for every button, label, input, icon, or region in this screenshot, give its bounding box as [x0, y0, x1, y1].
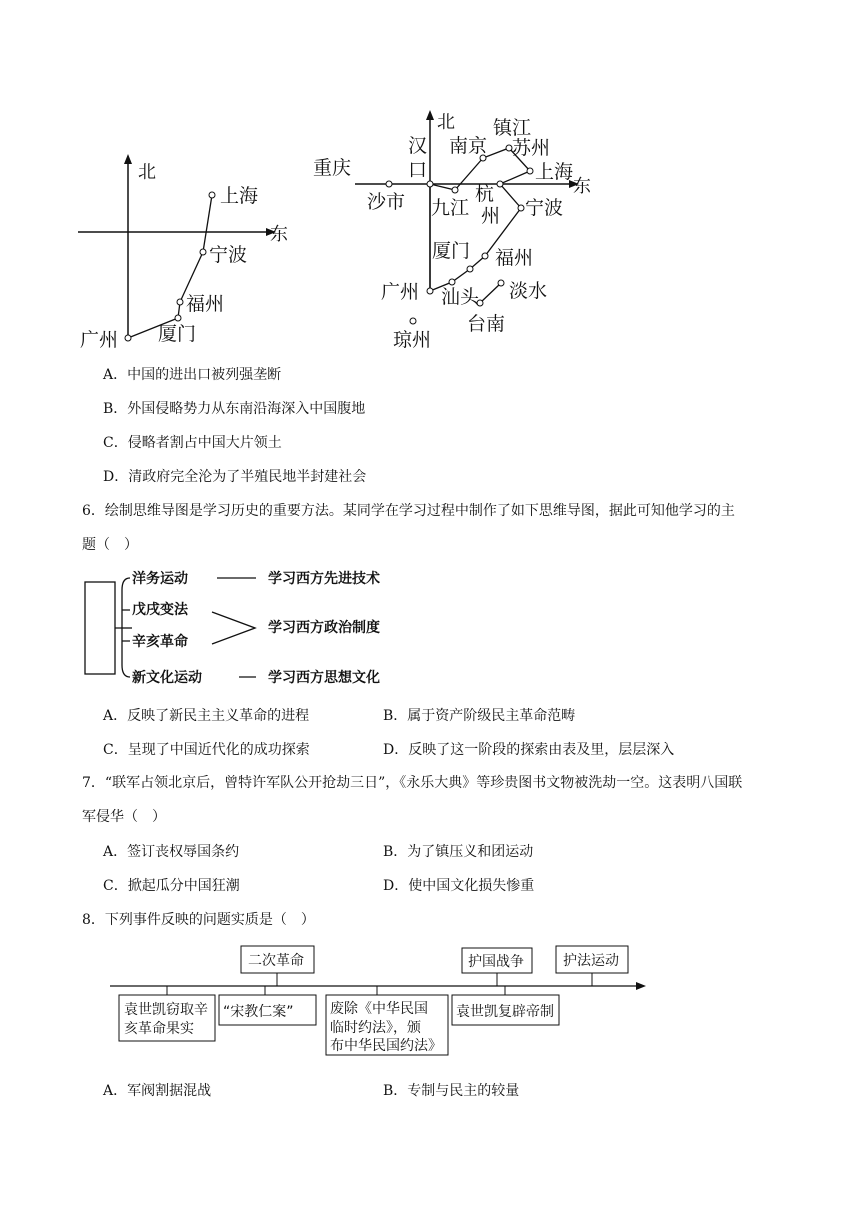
mind-result-thought: 学习西方思想文化	[268, 670, 380, 686]
north-label: 北	[138, 162, 156, 183]
q7-stem-line2: 军侵华（ ）	[82, 809, 166, 825]
q8-option-b[interactable]: B．专制与民主的较量	[383, 1083, 520, 1099]
q7-option-d[interactable]: D．使中国文化损失惨重	[383, 878, 535, 894]
mind-item-yangwu: 洋务运动	[132, 571, 188, 587]
timeline-box3-line2: 临时约法》，颁	[330, 1020, 421, 1036]
city-chongqing: 重庆	[313, 157, 352, 179]
timeline-box1-line2: 亥革命果实	[124, 1021, 194, 1037]
q7-option-c[interactable]: C．掀起瓜分中国狂潮	[103, 878, 240, 894]
q6-option-c[interactable]: C．呈现了中国近代化的成功探索	[103, 742, 310, 758]
city-xiamen: 厦门	[432, 240, 471, 262]
east-label: 东	[270, 224, 288, 245]
q7-stem-line1: 7．“联军占领北京后，曾特许军队公开抢劫三日”，《永乐大典》等珍贵图书文物被洗劫一空。这表明八国联	[82, 775, 743, 791]
q6-mind-map	[80, 565, 410, 690]
timeline-box2: “宋教仁案”	[223, 1004, 294, 1020]
timeline-event-constitution-protection: 护法运动	[563, 953, 619, 969]
q8-stem: 8．下列事件反映的问题实质是（ ）	[82, 912, 315, 928]
q6-option-b[interactable]: B．属于资产阶级民主革命范畴	[383, 708, 576, 724]
timeline-event-national-protection-war: 护国战争	[468, 954, 524, 970]
map-coastal-ports	[70, 150, 290, 355]
city-guangzhou: 广州	[80, 329, 119, 351]
east-label: 东	[573, 176, 591, 197]
city-shantou: 汕头	[441, 286, 480, 308]
q7-option-a[interactable]: A．签订丧权辱国条约	[103, 844, 240, 860]
q5-option-c[interactable]: C．侵略者割占中国大片领土	[103, 435, 282, 451]
city-tainan: 台南	[467, 313, 506, 335]
q5-option-d[interactable]: D．清政府完全沦为了半殖民地半封建社会	[103, 469, 367, 485]
north-label: 北	[437, 112, 455, 133]
q6-option-a[interactable]: A．反映了新民主主义革命的进程	[103, 708, 310, 724]
city-hangzhou-2: 州	[481, 205, 501, 227]
city-qiongzhou: 琼州	[393, 329, 432, 351]
q7-option-b[interactable]: B．为了镇压义和团运动	[383, 844, 534, 860]
timeline-box1-line1: 袁世凯窃取辛	[124, 1002, 208, 1018]
mind-item-new-culture: 新文化运动	[132, 670, 202, 686]
city-xiamen: 厦门	[158, 323, 197, 345]
mind-result-technology: 学习西方先进技术	[268, 571, 380, 587]
city-ningbo: 宁波	[209, 244, 248, 266]
city-ningbo: 宁波	[525, 197, 564, 219]
city-shanghai: 上海	[535, 161, 574, 183]
mind-result-politics: 学习西方政治制度	[268, 620, 380, 636]
city-hangzhou-1: 杭	[475, 183, 495, 205]
city-hankou-2: 口	[408, 159, 428, 181]
city-suzhou: 苏州	[512, 137, 551, 159]
q8-option-a[interactable]: A．军阀割据混战	[103, 1083, 212, 1099]
city-guangzhou: 广州	[381, 281, 420, 303]
city-jiujiang: 九江	[431, 197, 470, 219]
q5-option-b[interactable]: B．外国侵略势力从东南沿海深入中国腹地	[103, 401, 366, 417]
q6-stem-line2: 题（ ）	[82, 537, 138, 553]
mind-item-xinhai: 辛亥革命	[132, 634, 188, 650]
city-hankou-1: 汉	[408, 135, 428, 157]
timeline-event-second-revolution: 二次革命	[248, 953, 304, 969]
city-zhenjiang: 镇江	[493, 117, 532, 139]
q6-option-d[interactable]: D．反映了这一阶段的探索由表及里，层层深入	[383, 742, 675, 758]
q5-option-a[interactable]: A．中国的进出口被列强垄断	[103, 367, 282, 383]
map-treaty-ports	[305, 106, 605, 356]
city-shashi: 沙市	[367, 191, 406, 213]
timeline-box4: 袁世凯复辟帝制	[456, 1004, 554, 1020]
timeline-box3-line1: 废除《中华民国	[330, 1001, 428, 1017]
city-fuzhou: 福州	[495, 247, 534, 269]
city-nanjing: 南京	[449, 135, 488, 157]
q8-timeline	[105, 940, 650, 1065]
city-shanghai: 上海	[220, 185, 259, 207]
timeline-box3-line3: 布中华民国约法》	[330, 1038, 442, 1054]
q6-stem-line1: 6．绘制思维导图是学习历史的重要方法。某同学在学习过程中制作了如下思维导图，据此可知他学习的主	[82, 503, 735, 519]
city-danshui: 淡水	[509, 280, 548, 302]
mind-item-wuxu: 戊戌变法	[132, 602, 188, 618]
city-fuzhou: 福州	[186, 293, 225, 315]
